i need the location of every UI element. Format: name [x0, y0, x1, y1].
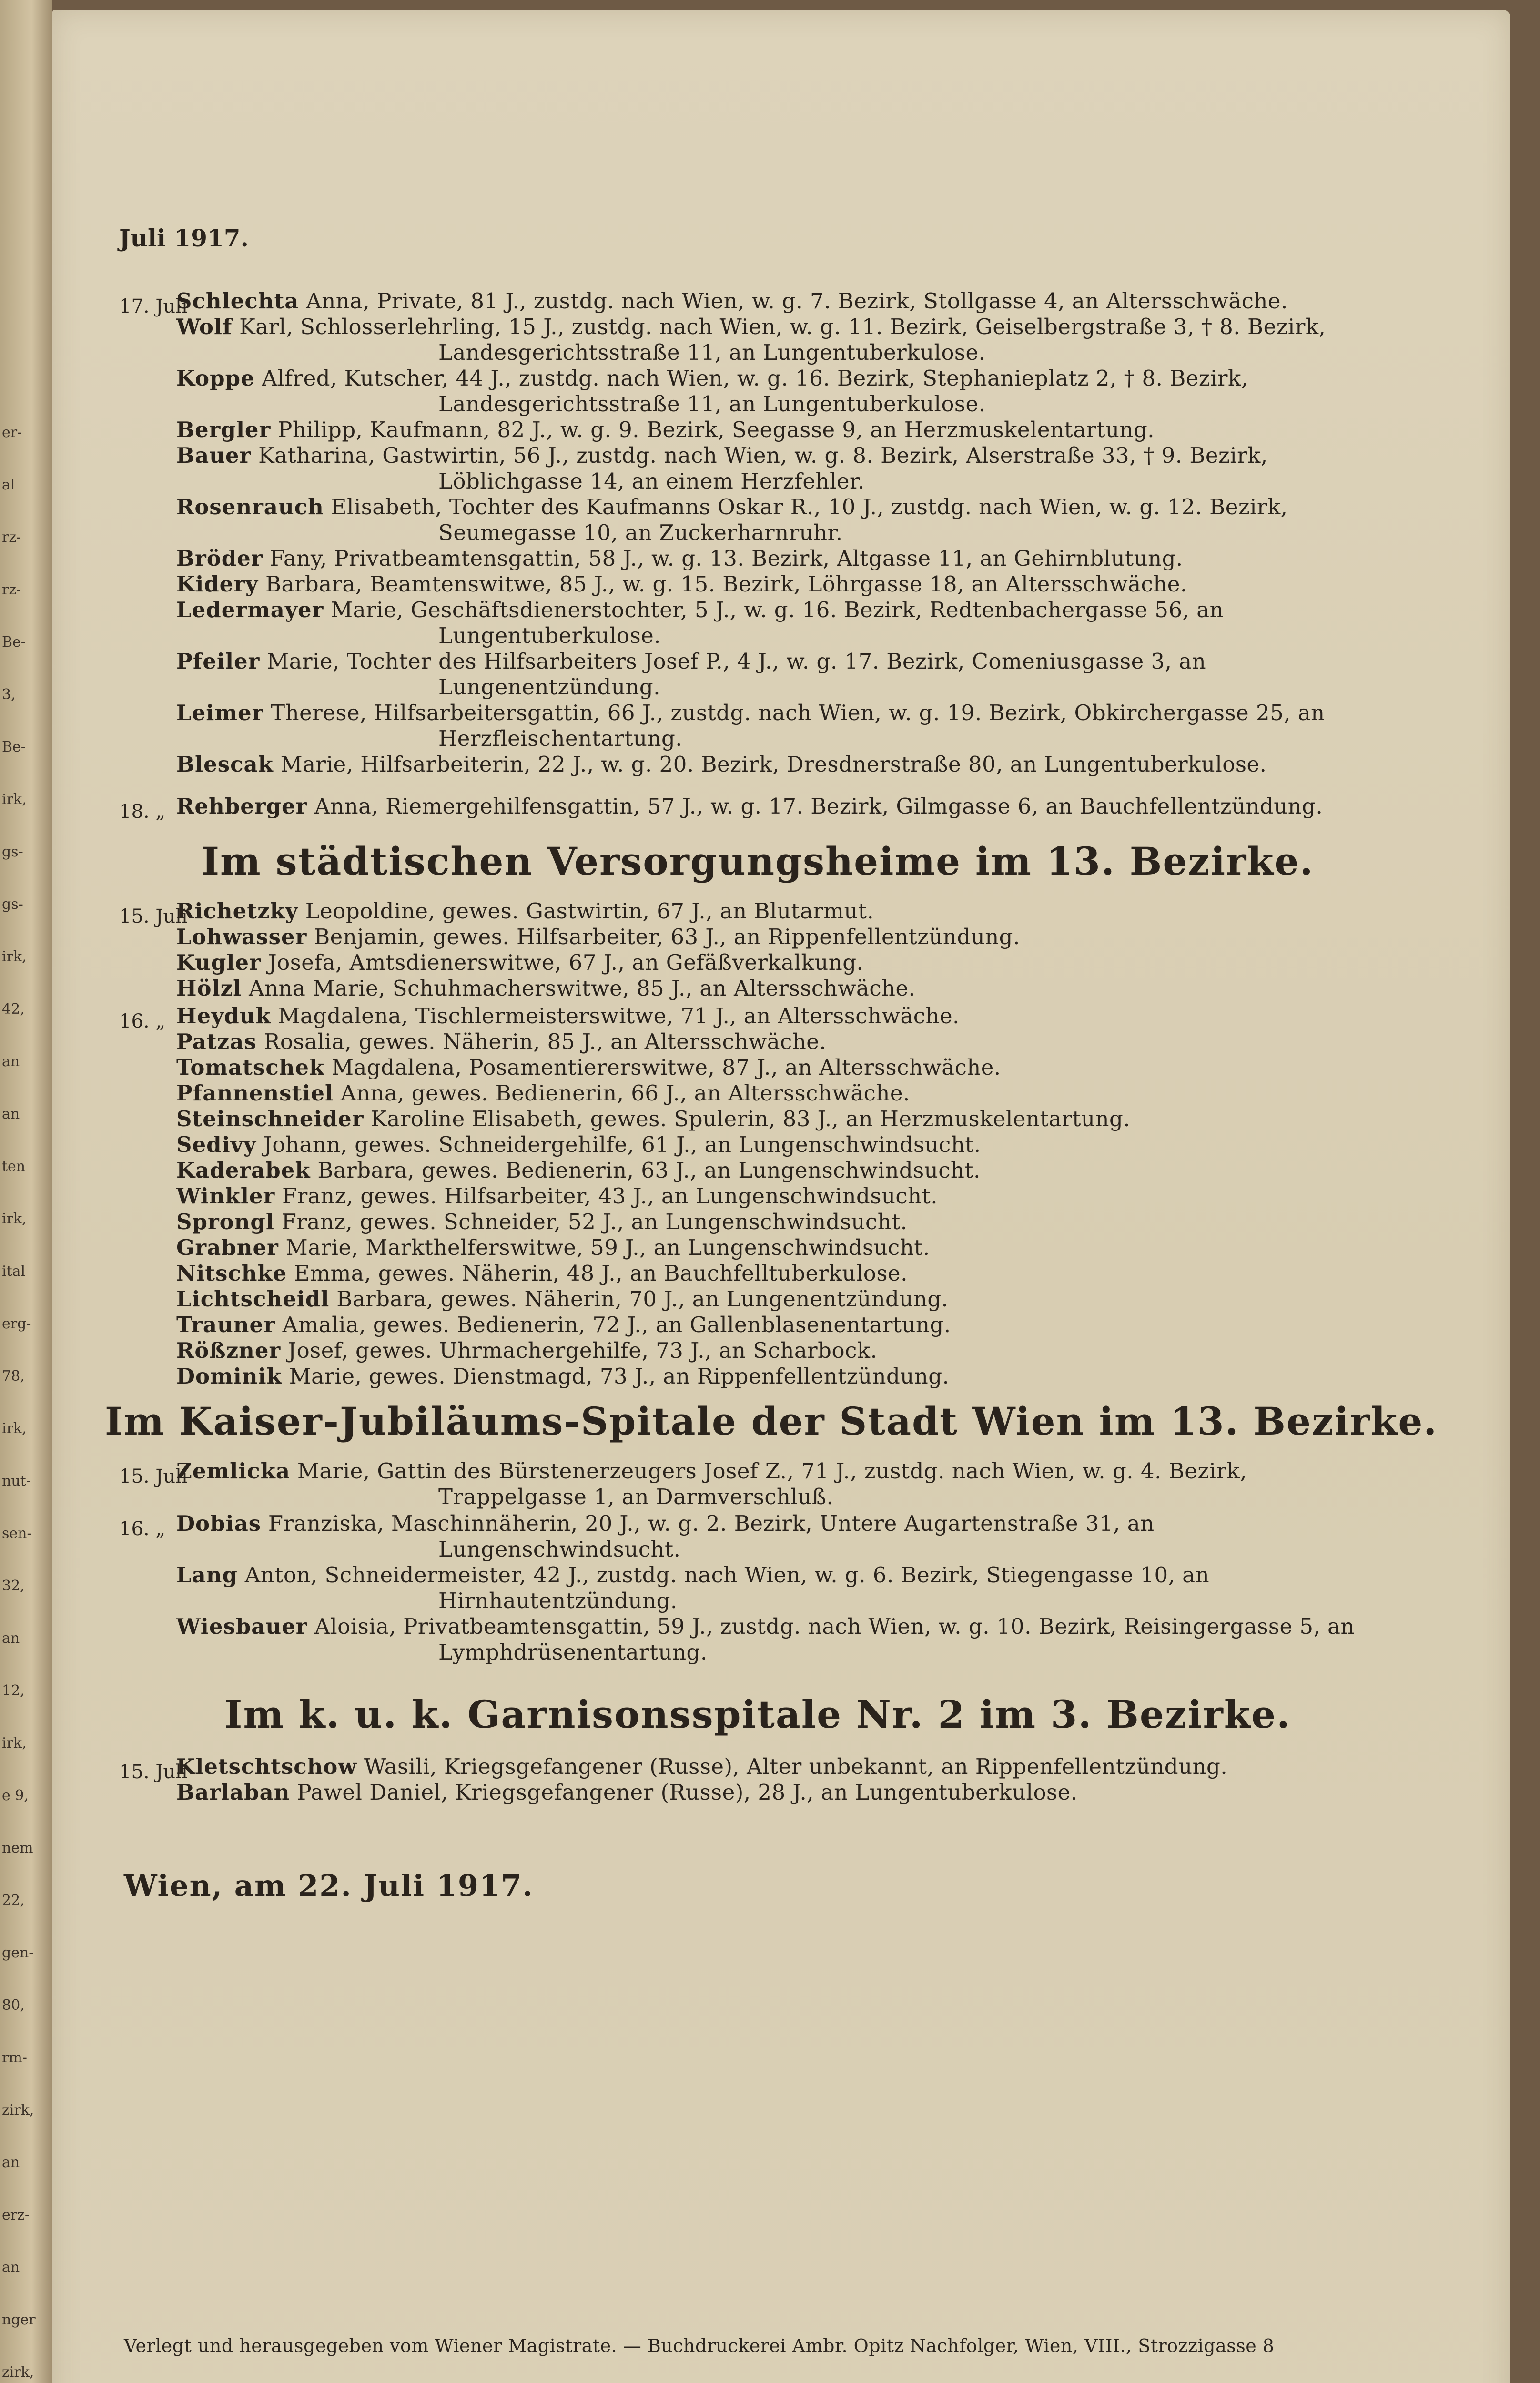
death-record [176, 1562, 1387, 1614]
adjacent-page-fragment: erz- [2, 2207, 30, 2223]
surname: Blescak [176, 752, 274, 777]
surname: Patzas [176, 1029, 257, 1054]
surname: Leimer [176, 700, 264, 725]
adjacent-page-fragment: Be- [2, 739, 26, 755]
record-details: Karl, Schlosserlehrling, 15 J., zustdg. nach Wien, w. g. 11. Bezirk, Geiselbergstraße 3, † 8. Bezirk, Landesgerichtsstraße 11, an Lungentuberkulose. [239, 314, 1326, 365]
death-record [176, 1511, 1387, 1562]
surname: Winkler [176, 1183, 275, 1209]
adjacent-page-fragment: gs- [2, 896, 23, 913]
adjacent-page-fragment: al [2, 477, 15, 493]
death-record [176, 288, 1387, 314]
surname: Pfeiler [176, 649, 260, 674]
record-details: Magdalena, Posamentiererswitwe, 87 J., an Altersschwäche. [331, 1055, 1001, 1080]
death-record [176, 1080, 1387, 1106]
record-details: Anna, Riemergehilfensgattin, 57 J., w. g. 17. Bezirk, Gilmgasse 6, an Bauchfellentzündung. [314, 794, 1323, 819]
adjacent-page-fragment: 22, [2, 1892, 25, 1909]
adjacent-page-fragment: nger [2, 2312, 36, 2328]
adjacent-page-fragment: rm- [2, 2049, 27, 2066]
surname: Sprongl [176, 1209, 274, 1234]
record-details: Katharina, Gastwirtin, 56 J., zustdg. nach Wien, w. g. 8. Bezirk, Alserstraße 33, † 9. Bezirk, Löblichgasse 14, an einem Herzfehler. [258, 443, 1268, 494]
record-details: Karoline Elisabeth, gewes. Spulerin, 83 J., an Herzmuskelentartung. [371, 1106, 1131, 1131]
surname: Rößzner [176, 1338, 281, 1363]
death-record [176, 1235, 1387, 1261]
death-record [176, 1003, 1387, 1029]
surname: Bergler [176, 417, 271, 442]
entry-list [176, 1754, 1387, 1805]
adjacent-page-fragment: an [2, 2154, 20, 2171]
document-page [52, 10, 1510, 2383]
death-record [176, 950, 1387, 976]
surname: Schlechta [176, 288, 299, 314]
adjacent-page-fragment: ital [2, 1263, 26, 1280]
adjacent-page-fragment: irk, [2, 1420, 27, 1437]
death-record [176, 571, 1387, 597]
surname: Ledermayer [176, 597, 324, 622]
record-details: Fany, Privatbeamtensgattin, 58 J., w. g. 13. Bezirk, Altgasse 11, an Gehirnblutung. [270, 546, 1183, 571]
surname: Richetzky [176, 898, 298, 924]
entry-list [176, 898, 1387, 1001]
record-details: Marie, Tochter des Hilfsarbeiters Josef P., 4 J., w. g. 17. Bezirk, Comeniusgasse 3, an Lungenentzündung. [267, 649, 1206, 700]
surname: Kugler [176, 950, 261, 975]
adjacent-page-fragment: erg- [2, 1315, 31, 1332]
record-details: Rosalia, gewes. Näherin, 85 J., an Altersschwäche. [263, 1029, 827, 1054]
section-heading: Im Kaiser-Jubiläums-Spitale der Stadt Wien im 13. Bezirke. [105, 1399, 1438, 1444]
adjacent-page-fragment: 12, [2, 1682, 25, 1699]
entry-list [176, 1003, 1387, 1389]
surname: Rosenrauch [176, 494, 324, 519]
record-details: Barbara, gewes. Bedienerin, 63 J., an Lungenschwindsucht. [317, 1158, 981, 1183]
record-details: Benjamin, gewes. Hilfsarbeiter, 63 J., an Rippenfellentzündung. [314, 924, 1020, 949]
surname: Barlaban [176, 1780, 290, 1805]
section-heading: Im k. u. k. Garnisonsspitale Nr. 2 im 3. Bezirke. [224, 1692, 1291, 1737]
record-details: Magdalena, Tischlermeisterswitwe, 71 J., an Altersschwäche. [278, 1003, 960, 1029]
record-details: Aloisia, Privatbeamtensgattin, 59 J., zustdg. nach Wien, w. g. 10. Bezirk, Reisingergasse 5, an Lymphdrüsenentartung. [314, 1614, 1355, 1665]
surname: Lang [176, 1562, 238, 1588]
adjacent-page-fragment: nut- [2, 1473, 31, 1489]
adjacent-page-fragment: 42, [2, 1001, 25, 1018]
death-record [176, 976, 1387, 1001]
surname: Wiesbauer [176, 1614, 308, 1639]
adjacent-page-fragment: an [2, 1630, 20, 1647]
date-label: 15. Juli [119, 1761, 188, 1783]
death-record [176, 1754, 1387, 1780]
record-details: Leopoldine, gewes. Gastwirtin, 67 J., an Blutarmut. [305, 898, 874, 924]
surname: Tomatschek [176, 1055, 325, 1080]
surname: Hölzl [176, 976, 242, 1001]
record-details: Philipp, Kaufmann, 82 J., w. g. 9. Bezirk, Seegasse 9, an Herzmuskelentartung. [278, 417, 1155, 442]
adjacent-page-fragment: gs- [2, 844, 23, 860]
adjacent-page-fragment: irk, [2, 948, 27, 965]
adjacent-page-fragment: sen- [2, 1525, 32, 1542]
record-details: Wasili, Kriegsgefangener (Russe), Alter unbekannt, an Rippenfellentzündung. [364, 1754, 1228, 1779]
entry-list [176, 794, 1387, 819]
signature-line: Wien, am 22. Juli 1917. [124, 1868, 534, 1903]
record-details: Johann, gewes. Schneidergehilfe, 61 J., an Lungenschwindsucht. [263, 1132, 981, 1157]
surname: Kidery [176, 571, 259, 597]
adjacent-page-fragment: zirk, [2, 2102, 34, 2118]
adjacent-page-fragment: nem [2, 1840, 33, 1856]
surname: Bröder [176, 546, 263, 571]
date-label: 15. Juli [119, 906, 188, 927]
death-record [176, 649, 1387, 700]
adjacent-page-fragment: rz- [2, 529, 21, 546]
page-date-header: Juli 1917. [119, 224, 249, 252]
record-details: Franz, gewes. Hilfsarbeiter, 43 J., an Lungenschwindsucht. [282, 1183, 938, 1209]
death-record [176, 417, 1387, 443]
adjacent-page-fragment: an [2, 1106, 20, 1122]
adjacent-page-fragment: gen- [2, 1945, 34, 1961]
death-record [176, 1614, 1387, 1665]
adjacent-page-fragment: er- [2, 424, 22, 441]
death-record [176, 1106, 1387, 1132]
death-record [176, 1055, 1387, 1080]
adjacent-page-fragment: 78, [2, 1368, 25, 1385]
death-record [176, 1158, 1387, 1183]
record-details: Franziska, Maschinnäherin, 20 J., w. g. 2. Bezirk, Untere Augartenstraße 31, an Lungenschwindsucht. [268, 1511, 1155, 1562]
surname: Zemlicka [176, 1458, 291, 1484]
date-label: 15. Juli [119, 1466, 188, 1487]
death-record [176, 898, 1387, 924]
record-details: Marie, Geschäftsdienerstochter, 5 J., w. g. 16. Bezirk, Redtenbachergasse 56, an Lungentuberkulose. [331, 597, 1224, 648]
surname: Grabner [176, 1235, 279, 1260]
record-details: Marie, Gattin des Bürstenerzeugers Josef Z., 71 J., zustdg. nach Wien, w. g. 4. Bezirk, Trappelgasse 1, an Darmverschluß. [297, 1458, 1247, 1509]
record-details: Anna, gewes. Bedienerin, 66 J., an Altersschwäche. [340, 1080, 910, 1106]
death-record [176, 1209, 1387, 1235]
record-details: Anna Marie, Schuhmacherswitwe, 85 J., an Altersschwäche. [249, 976, 916, 1001]
record-details: Josef, gewes. Uhrmachergehilfe, 73 J., an Scharbock. [288, 1338, 878, 1363]
surname: Wolf [176, 314, 233, 339]
adjacent-page-fragment: 3, [2, 686, 16, 703]
death-record [176, 546, 1387, 571]
adjacent-page-fragment: irk, [2, 1735, 27, 1752]
entry-list [176, 1458, 1387, 1510]
record-details: Barbara, Beamtenswitwe, 85 J., w. g. 15. Bezirk, Löhrgasse 18, an Altersschwäche. [265, 571, 1187, 597]
record-details: Marie, Hilfsarbeiterin, 22 J., w. g. 20. Bezirk, Dresdnerstraße 80, an Lungentuberkulose. [280, 752, 1267, 777]
surname: Sedivy [176, 1132, 256, 1157]
death-record [176, 794, 1387, 819]
death-record [176, 1029, 1387, 1055]
adjacent-page-fragment: Be- [2, 634, 26, 651]
adjacent-page-fragment: rz- [2, 581, 21, 598]
section-heading: Im städtischen Versorgungsheime im 13. Bezirke. [201, 839, 1314, 884]
death-record [176, 1261, 1387, 1286]
date-label: 18. „ [119, 801, 166, 823]
record-details: Josefa, Amtsdienerswitwe, 67 J., an Gefäßverkalkung. [268, 950, 864, 975]
record-details: Pawel Daniel, Kriegsgefangener (Russe), 28 J., an Lungentuberkulose. [297, 1780, 1078, 1805]
death-record [176, 1458, 1387, 1510]
death-record [176, 597, 1387, 649]
surname: Dominik [176, 1364, 282, 1389]
death-record [176, 314, 1387, 366]
surname: Bauer [176, 443, 252, 468]
record-details: Amalia, gewes. Bedienerin, 72 J., an Gallenblasenentartung. [282, 1312, 951, 1337]
surname: Koppe [176, 366, 255, 391]
adjacent-page-fragment: ten [2, 1158, 26, 1175]
death-record [176, 752, 1387, 777]
record-details: Anton, Schneidermeister, 42 J., zustdg. nach Wien, w. g. 6. Bezirk, Stiegengasse 10, an Hirnhautentzündung. [244, 1562, 1210, 1613]
adjacent-page-fragment: 32, [2, 1578, 25, 1594]
surname: Lichtscheidl [176, 1286, 330, 1312]
record-details: Marie, gewes. Dienstmagd, 73 J., an Rippenfellentzündung. [289, 1364, 950, 1389]
date-label: 16. „ [119, 1010, 166, 1032]
death-record [176, 443, 1387, 494]
death-record [176, 494, 1387, 546]
record-details: Anna, Private, 81 J., zustdg. nach Wien, w. g. 7. Bezirk, Stollgasse 4, an Altersschwäche. [306, 288, 1288, 314]
death-record [176, 1780, 1387, 1805]
adjacent-page-fragment: 80, [2, 1997, 25, 2014]
surname: Heyduk [176, 1003, 271, 1029]
death-record [176, 924, 1387, 950]
surname: Trauner [176, 1312, 275, 1337]
date-label: 17. Juli [119, 295, 188, 317]
adjacent-page-fragment: zirk, [2, 2364, 34, 2381]
publisher-footer: Verlegt und herausgegeben vom Wiener Magistrate. — Buchdruckerei Ambr. Opitz Nachfolger, Wien, VIII., Strozzigasse 8 [124, 2335, 1275, 2356]
surname: Nitschke [176, 1261, 287, 1286]
adjacent-page-fragment: an [2, 2259, 20, 2276]
adjacent-page-fragment: e 9, [2, 1787, 29, 1804]
surname: Dobias [176, 1511, 262, 1536]
adjacent-page-fragment: an [2, 1053, 20, 1070]
surname: Kaderabek [176, 1158, 311, 1183]
adjacent-page-edge [0, 0, 52, 2383]
surname: Steinschneider [176, 1106, 364, 1131]
date-label: 16. „ [119, 1518, 166, 1540]
record-details: Elisabeth, Tochter des Kaufmanns Oskar R., 10 J., zustdg. nach Wien, w. g. 12. Bezirk, Seumegasse 10, an Zuckerharnruhr. [331, 494, 1288, 545]
death-record [176, 1364, 1387, 1389]
death-record [176, 366, 1387, 417]
surname: Rehberger [176, 794, 308, 819]
entry-list [176, 288, 1387, 777]
death-record [176, 1312, 1387, 1338]
death-record [176, 1183, 1387, 1209]
death-record [176, 1286, 1387, 1312]
death-record [176, 1132, 1387, 1158]
adjacent-page-fragment: irk, [2, 791, 27, 808]
adjacent-page-fragment: irk, [2, 1211, 27, 1227]
record-details: Therese, Hilfsarbeitersgattin, 66 J., zustdg. nach Wien, w. g. 19. Bezirk, Obkirchergasse 25, an Herzfleischentartung. [271, 700, 1325, 751]
record-details: Barbara, gewes. Näherin, 70 J., an Lungenentzündung. [336, 1286, 949, 1312]
surname: Pfannenstiel [176, 1080, 334, 1106]
entry-list [176, 1511, 1387, 1665]
death-record [176, 700, 1387, 752]
surname: Lohwasser [176, 924, 307, 949]
record-details: Marie, Markthelferswitwe, 59 J., an Lungenschwindsucht. [285, 1235, 930, 1260]
death-record [176, 1338, 1387, 1364]
record-details: Emma, gewes. Näherin, 48 J., an Bauchfelltuberkulose. [294, 1261, 908, 1286]
record-details: Alfred, Kutscher, 44 J., zustdg. nach Wien, w. g. 16. Bezirk, Stephanieplatz 2, † 8. Bezirk, Landesgerichtsstraße 11, an Lungentuberkulose. [262, 366, 1248, 417]
record-details: Franz, gewes. Schneider, 52 J., an Lungenschwindsucht. [281, 1209, 908, 1234]
surname: Kletschtschow [176, 1754, 357, 1779]
